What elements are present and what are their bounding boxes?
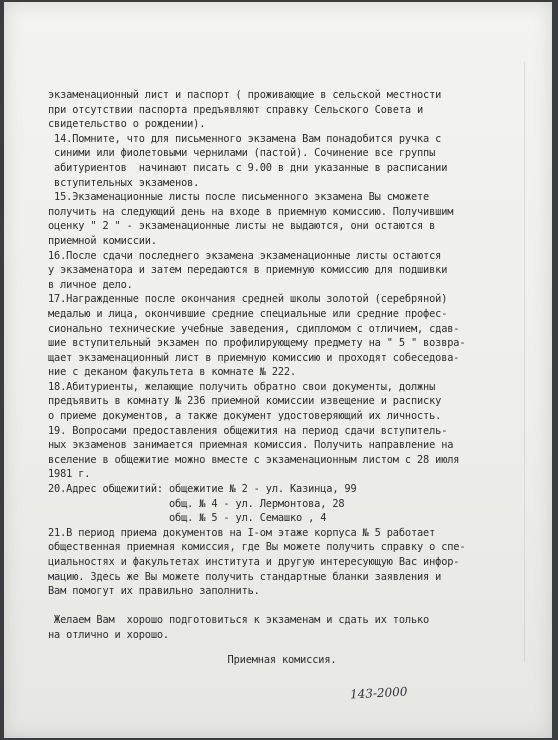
handwritten-note: 143-2000 [349,684,408,702]
text-line: абитуриентов начинают писать с 9.00 в дни указанные в расписании [48,161,448,174]
text-line: вступительных экзаменов. [48,176,200,189]
text-line: 1981 г. [48,468,91,481]
text-line: предъявить в комнату № 236 приемной комиссии извещение и расписку [48,395,442,408]
text-line: у экзаменатора и затем передаются в приемную комиссию для подшивки [48,264,448,277]
spacer [48,643,516,653]
text-line: оценку " 2 " - экзаменационные листы не выдаются, они остаются в [48,220,436,233]
document-body [48,88,516,667]
signature: Приемная комиссия. [227,653,337,666]
text-line: свидетельство о рождении). [48,118,206,131]
text-line [48,599,516,614]
text-line: общ. № 4 - ул. Лермонтова, 28 [48,497,345,510]
text-line: 16.После сдачи последнего экзамена экзаменационные листы остаются [48,249,442,262]
text-line: 17.Награжденные после окончания средней школы золотой (серебряной) [48,293,448,306]
text-line: синими или фиолетовыми чернилами (пастой). Сочинение все группы [48,147,436,160]
text-line: приемной комиссии. [48,234,157,247]
text-line: мацию. Здесь же Вы можете получить стандартные бланки заявления и [48,570,442,583]
text-line: 18.Абитуриенты, желающие получить обратно свои документы, должны [48,380,436,393]
text-line: 21.В период приема документов на I-ом этаже корпуса № 5 работает [48,526,436,539]
document-page [4,2,552,738]
text-line: общ. № 5 - ул. Семашко , 4 [48,512,327,525]
text-line: ных экзаменов занимается приемная комиссия. Получить направление на [48,439,454,452]
paper-fold [524,62,525,662]
text-line: шие вступительный экзамен по профилирующему предмету на " 5 " возвра- [48,337,466,350]
text-line: сионально технические учебные заведения, сдипломом с отличием, сдав- [48,322,460,335]
text-line: 19. Вопросами предоставления общежития на период сдачи вступитель- [48,424,448,437]
text-line: в личное дело. [48,278,133,291]
text-line: экзаменационный лист и паспорт ( проживающие в сельской местности [48,89,442,101]
text-line: 15.Экзаменационные листы после письменного экзамена Вы сможете [48,191,430,204]
text-line: Желаем Вам хорошо подготовиться к экзаменам и сдать их только [48,614,430,627]
text-line: циальностях и факультетах института и другую интересующую Вас инфор- [48,556,460,568]
text-line: при отсутствии паспорта предъявляют справку Сельского Совета и [48,103,424,116]
text-line: медалью и лица, окончившие средние специальные или средние профес- [48,307,448,320]
text-line: получить на следующий день на входе в приемную комиссию. Получившим [48,205,454,218]
text-line: Вам помогут их правильно заполнить. [48,585,260,598]
text-line: вселение в общежитие можно вместе с экзаменационным листом с 28 июля [48,453,460,466]
text-line: ние с деканом факультета в комнате № 222. [48,366,297,379]
text-line: щает экзаменационный лист в приемную комиссию и проходят собеседова- [48,351,460,364]
text-line: о приеме документов, а также документ удостоверяющий их личность. [48,410,442,423]
text-line: 20.Адрес общежитий: общежитие № 2 - ул. Казинца, 99 [48,483,357,496]
text-line: на отлично и хорошо. [48,628,169,641]
text-line: 14.Помните, что для письменного экзамена Вам понадобится ручка с [48,132,442,145]
text-line: общественная приемная комиссия, где Вы можете получить справку о спе- [48,541,466,554]
